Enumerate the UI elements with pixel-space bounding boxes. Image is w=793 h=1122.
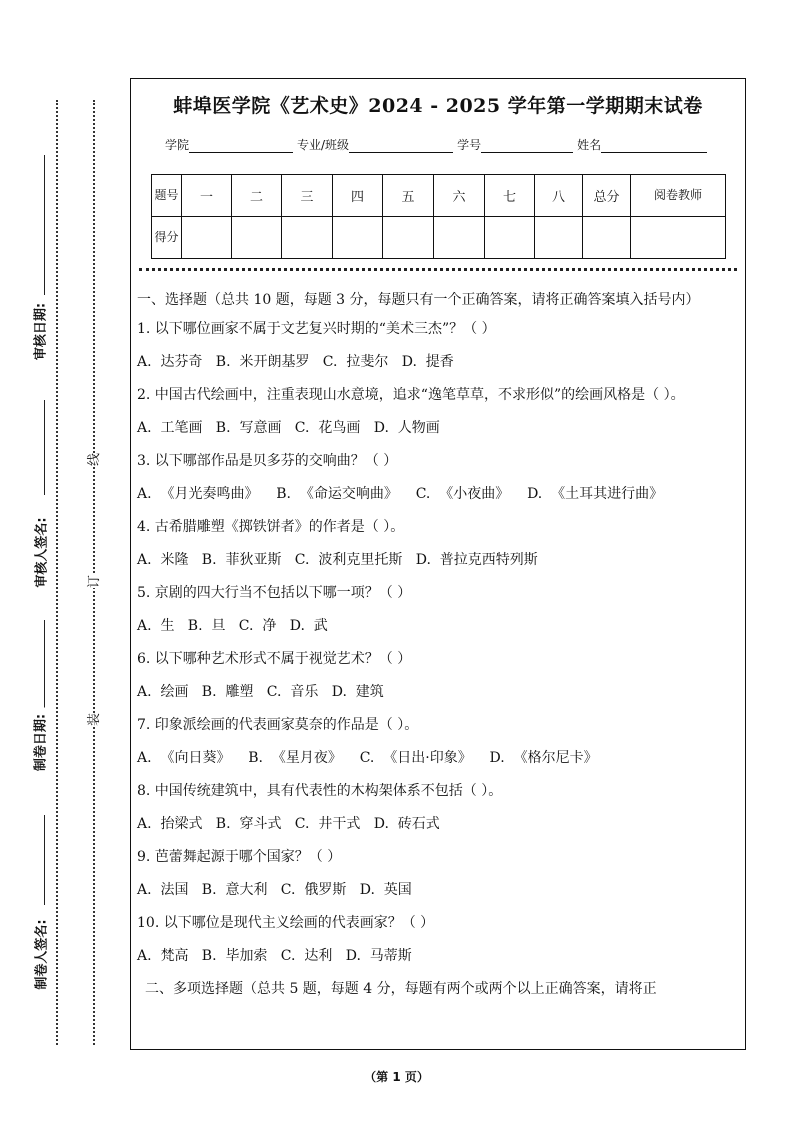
paper-maker-signature-label: 制卷人签名: bbox=[31, 915, 50, 995]
question-5: 5. 京剧的四大行当不包括以下哪一项？（ ） bbox=[137, 585, 412, 601]
question-1: 1. 以下哪位画家不属于文艺复兴时期的“美术三杰”？（ ） bbox=[137, 321, 496, 337]
score-cell[interactable] bbox=[232, 217, 282, 259]
score-table bbox=[151, 174, 726, 259]
name-label: 姓名 bbox=[577, 138, 602, 152]
score-cell[interactable] bbox=[535, 217, 583, 259]
col-header-6: 六 bbox=[434, 175, 485, 217]
question-2: 2. 中国古代绘画中，注重表现山水意境，追求“逸笔草草，不求形似”的绘画风格是（ ）。 bbox=[137, 387, 685, 403]
exam-paper-frame bbox=[130, 78, 746, 1050]
question-9-options: A. 法国 B. 意大利 C. 俄罗斯 D. 英国 bbox=[137, 882, 412, 898]
reviewer-signature-blank bbox=[44, 400, 45, 495]
question-6-options: A. 绘画 B. 雕塑 C. 音乐 D. 建筑 bbox=[137, 684, 384, 700]
college-input[interactable] bbox=[189, 140, 293, 153]
reviewer-cell[interactable] bbox=[631, 217, 726, 259]
col-header-7: 七 bbox=[485, 175, 535, 217]
col-header-1: 一 bbox=[182, 175, 232, 217]
bind-char-staple: 订 bbox=[81, 575, 104, 588]
score-cell[interactable] bbox=[434, 217, 485, 259]
bind-char-bind: 装 bbox=[81, 713, 104, 726]
question-10-options: A. 梵高 B. 毕加索 C. 达利 D. 马蒂斯 bbox=[137, 948, 412, 964]
question-5-options: A. 生 B. 旦 C. 净 D. 武 bbox=[137, 618, 328, 634]
score-cell[interactable] bbox=[282, 217, 333, 259]
question-3: 3. 以下哪部作品是贝多芬的交响曲？（ ） bbox=[137, 453, 398, 469]
score-cell-total[interactable] bbox=[583, 217, 631, 259]
question-number-header: 题号 bbox=[152, 175, 182, 217]
exam-title: 蚌埠医学院《艺术史》2024 - 2025 学年第一学期期末试卷 bbox=[173, 95, 703, 117]
student-id-label: 学号 bbox=[457, 138, 482, 152]
major-class-input[interactable] bbox=[349, 140, 453, 153]
score-cell[interactable] bbox=[182, 217, 232, 259]
question-8: 8. 中国传统建筑中，具有代表性的木构架体系不包括（ ）。 bbox=[137, 783, 503, 799]
question-4: 4. 古希腊雕塑《掷铁饼者》的作者是（ ）。 bbox=[137, 519, 405, 535]
question-6: 6. 以下哪种艺术形式不属于视觉艺术？（ ） bbox=[137, 651, 412, 667]
score-row-header: 得分 bbox=[152, 217, 182, 259]
section-1-heading: 一、选择题（总共 10 题，每题 3 分，每题只有一个正确答案，请将正确答案填入括号内） bbox=[137, 292, 700, 308]
exam-content bbox=[137, 289, 741, 1000]
question-8-options: A. 抬梁式 B. 穿斗式 C. 井干式 D. 砖石式 bbox=[137, 816, 440, 832]
page-number: （第 1 页） bbox=[364, 1070, 429, 1084]
score-cell[interactable] bbox=[333, 217, 383, 259]
paper-date-label: 制卷日期: bbox=[30, 708, 49, 778]
name-input[interactable] bbox=[601, 140, 707, 153]
col-header-3: 三 bbox=[282, 175, 333, 217]
question-10: 10. 以下哪位是现代主义绘画的代表画家？（ ） bbox=[137, 915, 435, 931]
score-cell[interactable] bbox=[383, 217, 434, 259]
reviewer-header: 阅卷教师 bbox=[631, 175, 726, 217]
col-header-2: 二 bbox=[232, 175, 282, 217]
student-info-row bbox=[165, 136, 711, 153]
col-header-8: 八 bbox=[535, 175, 583, 217]
review-date-label: 审核日期: bbox=[30, 297, 49, 367]
bind-char-line: 线 bbox=[81, 453, 104, 466]
review-date-blank bbox=[44, 155, 45, 295]
paper-date-blank bbox=[44, 620, 45, 710]
question-4-options: A. 米隆 B. 菲狄亚斯 C. 波利克里托斯 D. 普拉克西特列斯 bbox=[137, 552, 538, 568]
col-header-5: 五 bbox=[383, 175, 434, 217]
question-7-options: A. 《向日葵》 B. 《星月夜》 C. 《日出·印象》 D. 《格尔尼卡》 bbox=[137, 750, 598, 766]
reviewer-signature-label: 审核人签名: bbox=[31, 513, 50, 593]
question-2-options: A. 工笔画 B. 写意画 C. 花鸟画 D. 人物画 bbox=[137, 420, 440, 436]
dotted-separator bbox=[139, 268, 737, 271]
question-7: 7. 印象派绘画的代表画家莫奈的作品是（ ）。 bbox=[137, 717, 419, 733]
question-1-options: A. 达芬奇 B. 米开朗基罗 C. 拉斐尔 D. 提香 bbox=[137, 354, 454, 370]
paper-maker-signature-blank bbox=[44, 815, 45, 905]
score-cell[interactable] bbox=[485, 217, 535, 259]
binding-dotted-line-outer bbox=[56, 100, 58, 1045]
college-label: 学院 bbox=[165, 138, 190, 152]
question-3-options: A. 《月光奏鸣曲》 B. 《命运交响曲》 C. 《小夜曲》 D. 《土耳其进行曲》 bbox=[137, 486, 664, 502]
binding-dotted-line-inner bbox=[93, 100, 95, 1045]
col-header-4: 四 bbox=[333, 175, 383, 217]
student-id-input[interactable] bbox=[481, 140, 573, 153]
col-header-total: 总分 bbox=[583, 175, 631, 217]
major-class-label: 专业/班级 bbox=[297, 138, 350, 152]
section-2-heading: 二、多项选择题（总共 5 题，每题 4 分，每题有两个或两个以上正确答案，请将正 bbox=[145, 981, 657, 997]
question-9: 9. 芭蕾舞起源于哪个国家？（ ） bbox=[137, 849, 342, 865]
